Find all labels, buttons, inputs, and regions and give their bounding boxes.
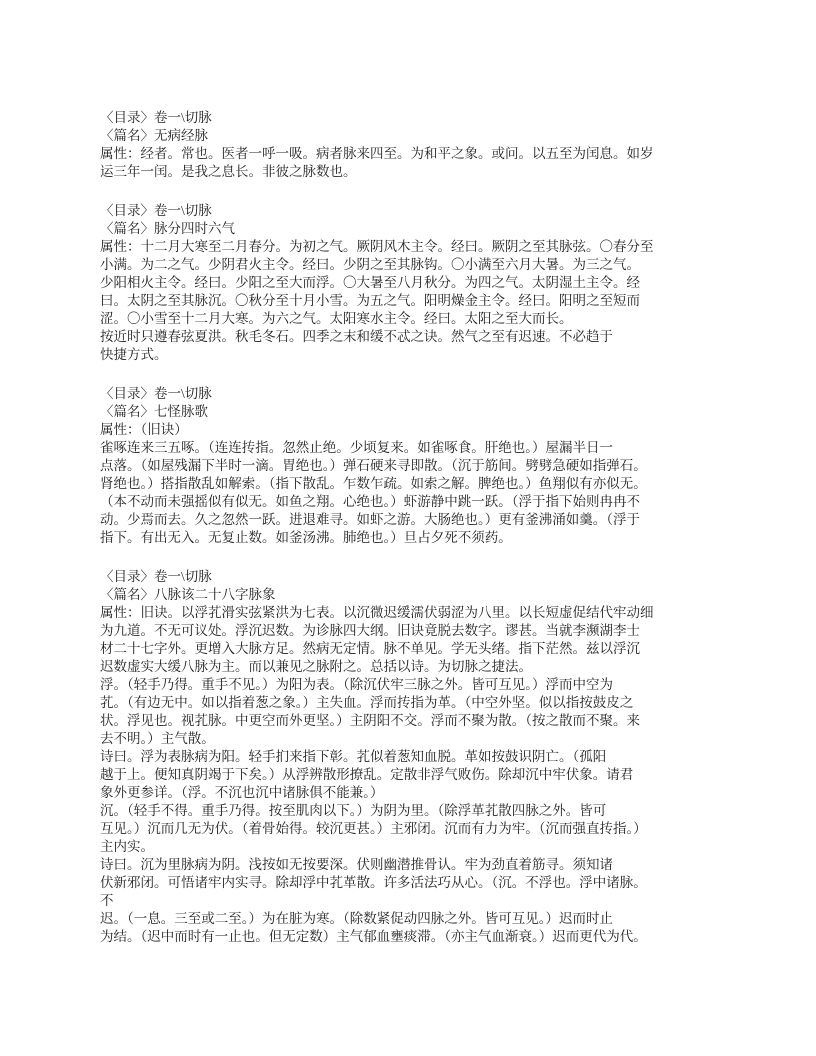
text-line: 属性：旧诀。以浮芤滑实弦紧洪为七表。以沉微迟缓濡伏弱涩为八里。以长短虚促结代牢动细 xyxy=(100,605,654,620)
text-line: 伏新邪闭。可悟诸牢内实寻。除却浮中芤革散。许多活法巧从心。（沉。不浮也。浮中诸脉。 xyxy=(100,875,647,890)
text-line: 为九道。不无可议处。浮沉迟数。为诊脉四大纲。旧诀竟脱去数字。谬甚。当就李濒湖李士 xyxy=(100,623,640,638)
text-line: 为结。（迟中而时有一止也。但无定数）主气郁血壅痰滞。（亦主气血渐衰。）迟而更代为代。 xyxy=(100,929,647,944)
document-section xyxy=(100,385,748,547)
text-line: 属性：（旧诀） xyxy=(100,422,188,437)
text-line: 指下。有出无入。无复止数。如釜汤沸。肺绝也。）旦占夕死不须药。 xyxy=(100,530,512,545)
text-line: 〈篇名〉七怪脉歌 xyxy=(100,404,208,419)
text-line: 沉。（轻手不得。重手乃得。按至肌肉以下。）为阴为里。（除浮革芤散四脉之外。皆可 xyxy=(100,803,607,818)
text-line: 〈目录〉卷一\切脉 xyxy=(100,110,212,125)
text-line: 〈篇名〉无病经脉 xyxy=(100,128,208,143)
text-line: 象外更参详。（浮。不沉也沉中诸脉俱不能兼。） xyxy=(100,785,384,800)
text-line: 动。少焉而去。久之忽然一跃。进退难寻。如虾之游。大肠绝也。）更有釜沸涌如羹。（浮于 xyxy=(100,512,640,527)
text-line: 诗曰。浮为表脉病为阳。轻手扪来指下彰。芤似着葱知血脱。革如按鼓识阴亡。（孤阳 xyxy=(100,749,607,764)
text-line: 芤。（有边无中。如以指着葱之象。）主失血。浮而抟指为革。（中空外坚。似以指按鼓皮之 xyxy=(100,695,634,710)
text-line: 属性：十二月大寒至二月春分。为初之气。厥阴风木主令。经曰。厥阴之至其脉弦。〇春分至 xyxy=(100,239,654,254)
text-line: 互见。）沉而几无为伏。（着骨始得。较沉更甚。）主邪闭。沉而有力为牢。（沉而强直抟指。） xyxy=(100,821,647,836)
text-line: 〈篇名〉八脉该二十八字脉象 xyxy=(100,587,276,602)
text-line: 少阳相火主令。经曰。少阳之至大而浮。〇大暑至八月秋分。为四之气。太阴湿土主令。经 xyxy=(100,275,640,290)
text-line: 属性：经者。常也。医者一呼一吸。病者脉来四至。为和平之象。或问。以五至为闰息。如岁 xyxy=(100,146,654,161)
text-line: 浮。（轻手乃得。重手不见。）为阳为表。（除沉伏牢三脉之外。皆可互见。）浮而中空为 xyxy=(100,677,613,692)
document-section xyxy=(100,109,748,181)
text-line: 迟。（一息。三至或二至。）为在脏为寒。（除数紧促动四脉之外。皆可互见。）迟而时止 xyxy=(100,911,613,926)
text-line: 不 xyxy=(100,893,114,908)
text-line: 主内实。 xyxy=(100,839,154,854)
text-line: 雀啄连来三五啄。（连连抟指。忽然止绝。少顷复来。如雀啄食。肝绝也。）屋漏半日一 xyxy=(100,440,613,455)
text-line: 〈目录〉卷一\切脉 xyxy=(100,203,212,218)
text-line: （本不动而未强摇似有似无。如鱼之翔。心绝也。）虾游静中跳一跃。（浮于指下始则冉冉不 xyxy=(100,494,640,509)
text-line: 越于上。便知真阴竭于下矣。）从浮辨散形撩乱。定散非浮气败伤。除却沉中牢伏象。请君 xyxy=(100,767,634,782)
text-line: 〈目录〉卷一\切脉 xyxy=(100,386,212,401)
text-line: 曰。太阴之至其脉沉。〇秋分至十月小雪。为五之气。阳明燥金主令。经曰。阳明之至短而 xyxy=(100,293,640,308)
text-line: 诗曰。沉为里脉病为阴。浅按如无按要深。伏则幽潜推骨认。牢为劲直着筋寻。须知诸 xyxy=(100,857,613,872)
document-content xyxy=(100,109,748,967)
text-line: 〈篇名〉脉分四时六气 xyxy=(100,221,235,236)
text-line: 状。浮见也。视芤脉。中更空而外更坚。）主阴阳不交。浮而不聚为散。（按之散而不聚。来 xyxy=(100,713,640,728)
text-line: 快捷方式。 xyxy=(100,347,168,362)
document-section xyxy=(100,202,748,364)
text-line: 〈目录〉卷一\切脉 xyxy=(100,569,212,584)
text-line: 去不明。）主气散。 xyxy=(100,731,215,746)
text-line: 按近时只遵春弦夏洪。秋毛冬石。四季之末和缓不忒之诀。然气之至有迟速。不必趋于 xyxy=(100,329,613,344)
text-line: 运三年一闰。是我之息长。非彼之脉数也。 xyxy=(100,164,357,179)
text-line: 迟数虚实大缓八脉为主。而以兼见之脉附之。总括以诗。为切脉之捷法。 xyxy=(100,659,532,674)
text-line: 点落。（如屋残漏下半时一滴。胃绝也。）弹石硬来寻即散。（沉于筋间。劈劈急硬如指弹石。 xyxy=(100,458,647,473)
document-section xyxy=(100,568,748,946)
text-line: 肾绝也。）搭指散乱如解索。（指下散乱。乍数乍疏。如索之解。脾绝也。）鱼翔似有亦似无。 xyxy=(100,476,647,491)
text-line: 涩。〇小雪至十二月大寒。为六之气。太阳寒水主令。经曰。太阳之至大而长。 xyxy=(100,311,573,326)
text-line: 材二十七字外。更增入大脉方足。然病无定情。脉不单见。学无头绪。指下茫然。兹以浮沉 xyxy=(100,641,640,656)
text-line: 小满。为二之气。少阴君火主令。经曰。少阴之至其脉钩。〇小满至六月大暑。为三之气。 xyxy=(100,257,640,272)
